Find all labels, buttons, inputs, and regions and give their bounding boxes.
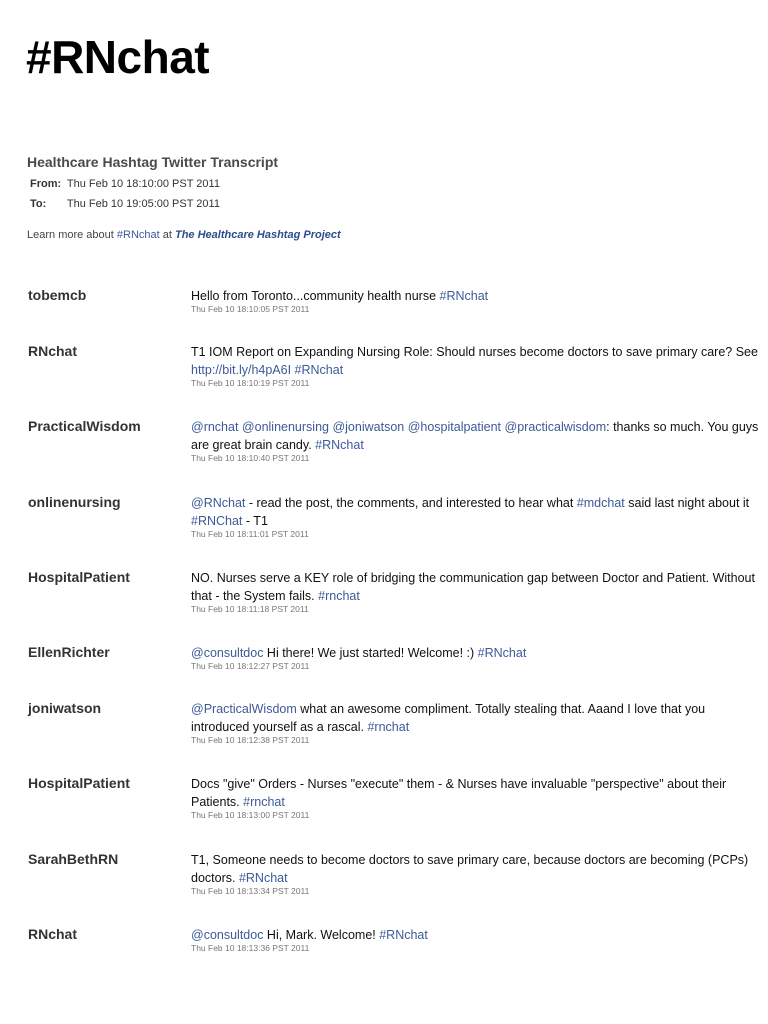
tweet-body — [191, 287, 761, 314]
mention-link[interactable]: @practicalwisdom — [504, 420, 607, 434]
tweet-text — [191, 569, 761, 605]
tweet-text — [191, 287, 761, 305]
hashtag-link[interactable]: #RNchat — [294, 363, 344, 377]
tweet-timestamp: Thu Feb 10 18:10:40 PST 2011 — [191, 453, 310, 463]
hashtag-link[interactable]: #rnchat — [367, 720, 410, 734]
tweet-text — [191, 343, 761, 379]
tweet-author[interactable]: PracticalWisdom — [28, 418, 141, 434]
learn-prefix: Learn more about — [27, 229, 117, 241]
tweet-timestamp: Thu Feb 10 18:13:36 PST 2011 — [191, 943, 310, 953]
tweet-text-segment: Hi there! We just started! Welcome! :) — [263, 646, 478, 660]
url-link[interactable]: http://bit.ly/h4pA6I — [191, 363, 292, 377]
tweet-timestamp: Thu Feb 10 18:11:01 PST 2011 — [191, 529, 309, 539]
tweet-author[interactable]: RNchat — [28, 343, 78, 359]
tweet-text-segment: Hi, Mark. Welcome! — [263, 928, 380, 942]
tweet-text — [191, 494, 761, 530]
tweet-text-segment: said last night about it — [624, 496, 750, 510]
tweet-text-segment: T1 IOM Report on Expanding Nursing Role: Should nurses become doctors to save primary care? See — [191, 345, 758, 359]
tweet-timestamp: Thu Feb 10 18:13:34 PST 2011 — [191, 886, 310, 896]
page-title: #RNchat — [26, 31, 210, 83]
tweet-text-segment: what an awesome compliment. Totally stealing that. Aaand I love that you introduced yourself as a rascal. — [191, 702, 706, 734]
hashtag-link[interactable]: #RNchat — [379, 928, 428, 942]
tweet-text-segment: NO. Nurses serve a KEY role of bridging the communication gap between Doctor and Patient. Without that - the System fails. — [191, 571, 755, 603]
hashtag-link[interactable]: #RNchat — [315, 438, 364, 452]
tweet-body — [191, 644, 761, 671]
to-label: To: — [30, 198, 47, 210]
tweet-text-segment: T1, Someone needs to become doctors to save primary care, because doctors are becoming (PCPs) doctors. — [191, 853, 749, 885]
from-value: Thu Feb 10 18:10:00 PST 2011 — [66, 178, 220, 190]
mention-link[interactable]: @rnchat — [191, 420, 239, 434]
tweet-author[interactable]: SarahBethRN — [28, 851, 119, 867]
from-label: From: — [30, 178, 62, 190]
tweet-timestamp: Thu Feb 10 18:12:27 PST 2011 — [191, 661, 310, 671]
tweet-text-segment: Docs "give" Orders - Nurses "execute" them - & Nurses have invaluable "perspective" about their Patients. — [191, 777, 727, 809]
tweet-author[interactable]: RNchat — [28, 926, 78, 942]
tweet-body — [191, 926, 761, 953]
hashtag-link[interactable]: #rnchat — [318, 589, 360, 603]
transcript-subtitle: Healthcare Hashtag Twitter Transcript — [27, 154, 279, 170]
tweet-author[interactable]: tobemcb — [28, 287, 87, 303]
tweet-text — [191, 700, 761, 736]
tweet-body — [191, 343, 761, 388]
hashtag-link[interactable]: #RNchat — [238, 871, 288, 885]
learn-hashtag-link[interactable]: #RNchat — [116, 229, 160, 241]
hashtag-link[interactable]: #rnchat — [243, 795, 285, 809]
tweet-text — [191, 851, 761, 887]
tweet-body — [191, 418, 761, 463]
tweet-text — [191, 644, 761, 662]
tweet-timestamp: Thu Feb 10 18:13:00 PST 2011 — [191, 810, 310, 820]
hashtag-link[interactable]: #RNchat — [439, 289, 489, 303]
tweet-body — [191, 569, 761, 614]
mention-link[interactable]: @consultdoc — [191, 646, 264, 660]
mention-link[interactable]: @hospitalpatient — [407, 420, 502, 434]
tweet-text-segment: Hello from Toronto...community health nurse — [191, 289, 440, 303]
to-row — [30, 198, 220, 210]
mention-link[interactable]: @consultdoc — [191, 928, 264, 942]
tweet-author[interactable]: HospitalPatient — [28, 569, 130, 585]
to-value: Thu Feb 10 19:05:00 PST 2011 — [66, 198, 220, 210]
tweet-text-segment: - T1 — [242, 514, 268, 528]
tweet-author[interactable]: HospitalPatient — [28, 775, 130, 791]
mention-link[interactable]: @joniwatson — [332, 420, 405, 434]
tweet-author[interactable]: joniwatson — [28, 700, 102, 716]
from-row — [30, 178, 220, 190]
tweet-text — [191, 926, 761, 944]
tweet-text — [191, 775, 761, 811]
healthcare-hashtag-project-link[interactable]: The Healthcare Hashtag Project — [174, 229, 341, 241]
tweet-body — [191, 775, 761, 820]
hashtag-link[interactable]: #RNchat — [477, 646, 527, 660]
mention-link[interactable]: @PracticalWisdom — [191, 702, 297, 716]
tweet-body — [191, 700, 761, 745]
hashtag-link[interactable]: #RNChat — [191, 514, 243, 528]
tweet-author[interactable]: onlinenursing — [28, 494, 121, 510]
tweet-body — [191, 494, 761, 539]
tweet-timestamp: Thu Feb 10 18:11:18 PST 2011 — [191, 604, 309, 614]
tweet-timestamp: Thu Feb 10 18:12:38 PST 2011 — [191, 735, 310, 745]
learn-at: at — [159, 229, 175, 241]
tweet-timestamp: Thu Feb 10 18:10:05 PST 2011 — [191, 304, 310, 314]
tweet-text-segment: - read the post, the comments, and interested to hear what — [245, 496, 577, 510]
mention-link[interactable]: @RNchat — [191, 496, 246, 510]
learn-more-line — [27, 229, 341, 241]
tweet-text-segment: : thanks so much. You guys are great brain candy. — [191, 420, 759, 452]
hashtag-link[interactable]: #mdchat — [576, 496, 625, 510]
tweet-author[interactable]: EllenRichter — [28, 644, 110, 660]
tweet-text — [191, 418, 761, 454]
tweet-body — [191, 851, 761, 896]
tweet-timestamp: Thu Feb 10 18:10:19 PST 2011 — [191, 378, 310, 388]
mention-link[interactable]: @onlinenursing — [241, 420, 329, 434]
